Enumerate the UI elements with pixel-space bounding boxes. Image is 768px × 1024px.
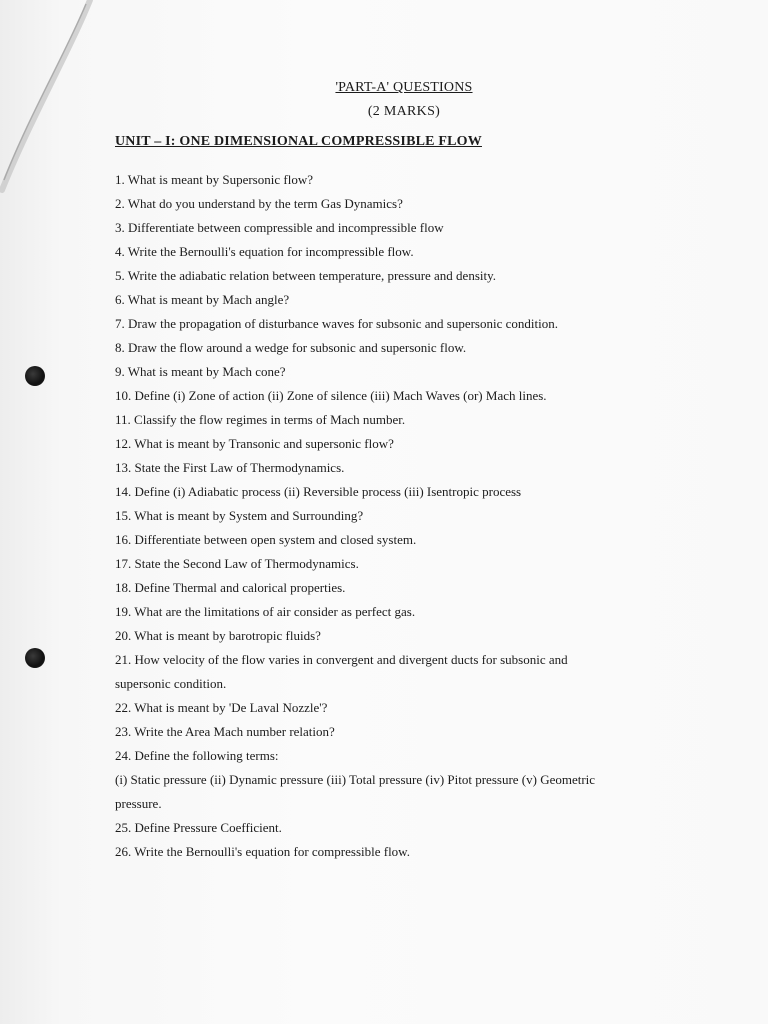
question-item	[115, 360, 675, 384]
question-text: 5. Write the adiabatic relation between temperature, pressure and density.	[115, 268, 497, 283]
question-item	[115, 240, 675, 264]
question-text: 12. What is meant by Transonic and supersonic flow?	[115, 436, 394, 451]
question-text: 11. Classify the flow regimes in terms of Mach number.	[115, 412, 406, 427]
question-item	[115, 648, 675, 696]
question-list	[115, 168, 675, 864]
question-text: 21. How velocity of the flow varies in convergent and divergent ducts for subsonic and	[115, 652, 568, 667]
question-item	[115, 840, 675, 864]
question-text: 9. What is meant by Mach cone?	[115, 364, 286, 379]
marks-subtitle: (2 MARKS)	[367, 104, 441, 119]
question-text: 20. What is meant by barotropic fluids?	[115, 628, 321, 643]
question-text: 15. What is meant by System and Surrounding?	[115, 508, 364, 523]
question-text: 2. What do you understand by the term Gas Dynamics?	[115, 196, 403, 211]
part-title: 'PART-A' QUESTIONS	[335, 80, 473, 95]
question-item	[115, 744, 675, 816]
question-item	[115, 624, 675, 648]
question-item	[115, 600, 675, 624]
punch-hole-bottom	[25, 648, 45, 668]
question-continuation: pressure.	[115, 796, 162, 811]
question-text: 16. Differentiate between open system and closed system.	[115, 532, 417, 547]
unit-heading: UNIT – I: ONE DIMENSIONAL COMPRESSIBLE FLOW	[115, 134, 482, 149]
question-text: 10. Define (i) Zone of action (ii) Zone of silence (iii) Mach Waves (or) Mach lines.	[115, 388, 547, 403]
question-item	[115, 216, 675, 240]
question-text: 6. What is meant by Mach angle?	[115, 292, 290, 307]
question-text: 14. Define (i) Adiabatic process (ii) Reversible process (iii) Isentropic process	[115, 484, 522, 499]
question-item	[115, 504, 675, 528]
question-text: 3. Differentiate between compressible and incompressible flow	[115, 220, 444, 235]
question-item	[115, 312, 675, 336]
question-item	[115, 432, 675, 456]
question-text: 13. State the First Law of Thermodynamics.	[115, 460, 345, 475]
question-item	[115, 720, 675, 744]
question-continuation: (i) Static pressure (ii) Dynamic pressure (iii) Total pressure (iv) Pitot pressure (v) Geometric	[115, 772, 596, 787]
question-text: 7. Draw the propagation of disturbance waves for subsonic and supersonic condition.	[115, 316, 558, 331]
question-item	[115, 456, 675, 480]
question-text: 8. Draw the flow around a wedge for subsonic and supersonic flow.	[115, 340, 467, 355]
question-item	[115, 384, 675, 408]
question-text: 1. What is meant by Supersonic flow?	[115, 172, 313, 187]
question-text: 24. Define the following terms:	[115, 748, 279, 763]
question-text: 19. What are the limitations of air consider as perfect gas.	[115, 604, 416, 619]
question-item	[115, 168, 675, 192]
question-text: 25. Define Pressure Coefficient.	[115, 820, 282, 835]
question-text: 26. Write the Bernoulli's equation for compressible flow.	[115, 844, 410, 859]
question-item	[115, 576, 675, 600]
question-item	[115, 408, 675, 432]
question-item	[115, 288, 675, 312]
question-item	[115, 264, 675, 288]
question-item	[115, 192, 675, 216]
question-item	[115, 480, 675, 504]
question-text: 17. State the Second Law of Thermodynamics.	[115, 556, 359, 571]
question-item	[115, 816, 675, 840]
punch-hole-top	[25, 366, 45, 386]
question-text: 22. What is meant by 'De Laval Nozzle'?	[115, 700, 328, 715]
question-text: 4. Write the Bernoulli's equation for incompressible flow.	[115, 244, 414, 259]
question-text: 18. Define Thermal and calorical properties.	[115, 580, 346, 595]
question-text: 23. Write the Area Mach number relation?	[115, 724, 335, 739]
question-item	[115, 336, 675, 360]
question-item	[115, 552, 675, 576]
question-item	[115, 696, 675, 720]
question-item	[115, 528, 675, 552]
question-continuation: supersonic condition.	[115, 676, 227, 691]
